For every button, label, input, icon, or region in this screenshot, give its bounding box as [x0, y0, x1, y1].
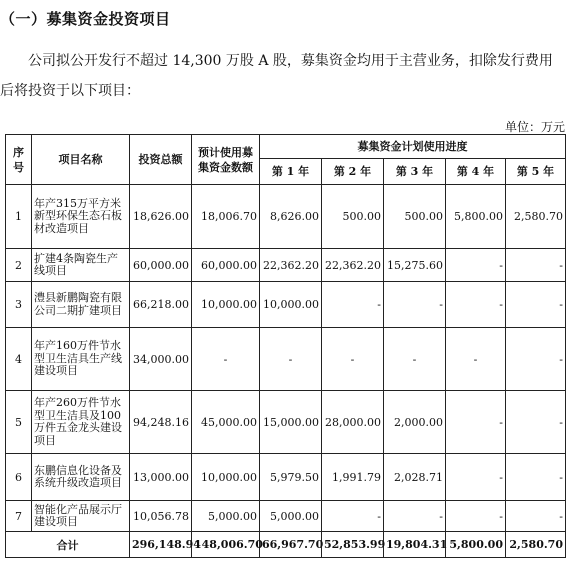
- row-seq: 5: [6, 391, 32, 454]
- row-planned: 5,000.00: [192, 501, 260, 532]
- fund-usage-table: [5, 134, 566, 558]
- total-planned: 148,006.70: [192, 532, 260, 558]
- row-year-1: 22,362.20: [260, 249, 322, 282]
- row-year-4: -: [446, 282, 506, 328]
- row-total: 18,626.00: [130, 185, 192, 249]
- row-year-2: -: [322, 501, 384, 532]
- row-project-name: 年产160万件节水型卫生洁具生产线建设项目: [32, 328, 130, 391]
- row-total: 10,056.78: [130, 501, 192, 532]
- table-row: [6, 501, 566, 532]
- row-year-2: 1,991.79: [322, 454, 384, 501]
- row-project-name: 智能化产品展示厅建设项目: [32, 501, 130, 532]
- row-seq: 6: [6, 454, 32, 501]
- row-planned: 10,000.00: [192, 454, 260, 501]
- row-seq: 4: [6, 328, 32, 391]
- row-total: 13,000.00: [130, 454, 192, 501]
- row-project-name: 年产315万平方米新型环保生态石板材改造项目: [32, 185, 130, 249]
- total-label: 合计: [6, 532, 130, 558]
- table-row: [6, 328, 566, 391]
- total-year-3: 19,804.31: [384, 532, 446, 558]
- row-year-4: -: [446, 249, 506, 282]
- row-total: 66,218.00: [130, 282, 192, 328]
- header-year-4: 第 4 年: [446, 159, 506, 185]
- row-year-1: 10,000.00: [260, 282, 322, 328]
- row-project-name: 扩建4条陶瓷生产线项目: [32, 249, 130, 282]
- row-year-2: -: [322, 328, 384, 391]
- row-year-2: -: [322, 282, 384, 328]
- row-year-2: 22,362.20: [322, 249, 384, 282]
- total-year-5: 2,580.70: [506, 532, 566, 558]
- table-row: [6, 249, 566, 282]
- total-investment: 296,148.94: [130, 532, 192, 558]
- row-year-1: 15,000.00: [260, 391, 322, 454]
- row-year-2: 28,000.00: [322, 391, 384, 454]
- total-year-2: 52,853.99: [322, 532, 384, 558]
- row-year-4: -: [446, 391, 506, 454]
- row-year-1: -: [260, 328, 322, 391]
- row-year-4: -: [446, 454, 506, 501]
- row-project-name: 澧县新鹏陶瓷有限公司二期扩建项目: [32, 282, 130, 328]
- header-progress: 募集资金计划使用进度: [260, 135, 566, 159]
- row-year-5: -: [506, 282, 566, 328]
- row-year-5: -: [506, 249, 566, 282]
- row-year-3: -: [384, 501, 446, 532]
- row-project-name: 年产260万件节水型卫生洁具及100万件五金龙头建设项目: [32, 391, 130, 454]
- row-seq: 2: [6, 249, 32, 282]
- row-year-3: 2,028.71: [384, 454, 446, 501]
- header-total-investment: 投资总额: [130, 135, 192, 185]
- row-year-5: 2,580.70: [506, 185, 566, 249]
- row-year-4: -: [446, 501, 506, 532]
- row-year-3: -: [384, 328, 446, 391]
- total-year-1: 66,967.70: [260, 532, 322, 558]
- header-year-2: 第 2 年: [322, 159, 384, 185]
- row-total: 60,000.00: [130, 249, 192, 282]
- table-row: [6, 454, 566, 501]
- row-planned: -: [192, 328, 260, 391]
- row-year-3: 2,000.00: [384, 391, 446, 454]
- row-year-5: -: [506, 501, 566, 532]
- row-year-5: -: [506, 454, 566, 501]
- row-year-5: -: [506, 328, 566, 391]
- row-year-3: 15,275.60: [384, 249, 446, 282]
- intro-paragraph: 公司拟公开发行不超过 14,300 万股 A 股，募集资金均用于主营业务，扣除发行费用后将投资于以下项目：: [0, 53, 553, 99]
- row-seq: 3: [6, 282, 32, 328]
- table-row: [6, 185, 566, 249]
- row-year-3: 500.00: [384, 185, 446, 249]
- row-year-3: -: [384, 282, 446, 328]
- header-year-1: 第 1 年: [260, 159, 322, 185]
- row-total: 94,248.16: [130, 391, 192, 454]
- row-seq: 1: [6, 185, 32, 249]
- header-seq: 序号: [6, 135, 32, 185]
- section-title: （一）募集资金投资项目: [0, 10, 171, 28]
- table-row: [6, 391, 566, 454]
- row-year-4: -: [446, 328, 506, 391]
- row-planned: 10,000.00: [192, 282, 260, 328]
- table-row: [6, 282, 566, 328]
- row-year-1: 8,626.00: [260, 185, 322, 249]
- row-planned: 18,006.70: [192, 185, 260, 249]
- header-year-3: 第 3 年: [384, 159, 446, 185]
- row-year-1: 5,000.00: [260, 501, 322, 532]
- unit-label: 单位：万元: [504, 120, 565, 134]
- row-year-2: 500.00: [322, 185, 384, 249]
- header-planned-funds: 预计使用募集资金数额: [192, 135, 260, 185]
- row-planned: 60,000.00: [192, 249, 260, 282]
- row-planned: 45,000.00: [192, 391, 260, 454]
- header-project-name: 项目名称: [32, 135, 130, 185]
- total-year-4: 5,800.00: [446, 532, 506, 558]
- row-year-5: -: [506, 391, 566, 454]
- row-year-1: 5,979.50: [260, 454, 322, 501]
- total-row: [6, 532, 566, 558]
- row-total: 34,000.00: [130, 328, 192, 391]
- row-project-name: 东鹏信息化设备及系统升级改造项目: [32, 454, 130, 501]
- row-year-4: 5,800.00: [446, 185, 506, 249]
- row-seq: 7: [6, 501, 32, 532]
- header-year-5: 第 5 年: [506, 159, 566, 185]
